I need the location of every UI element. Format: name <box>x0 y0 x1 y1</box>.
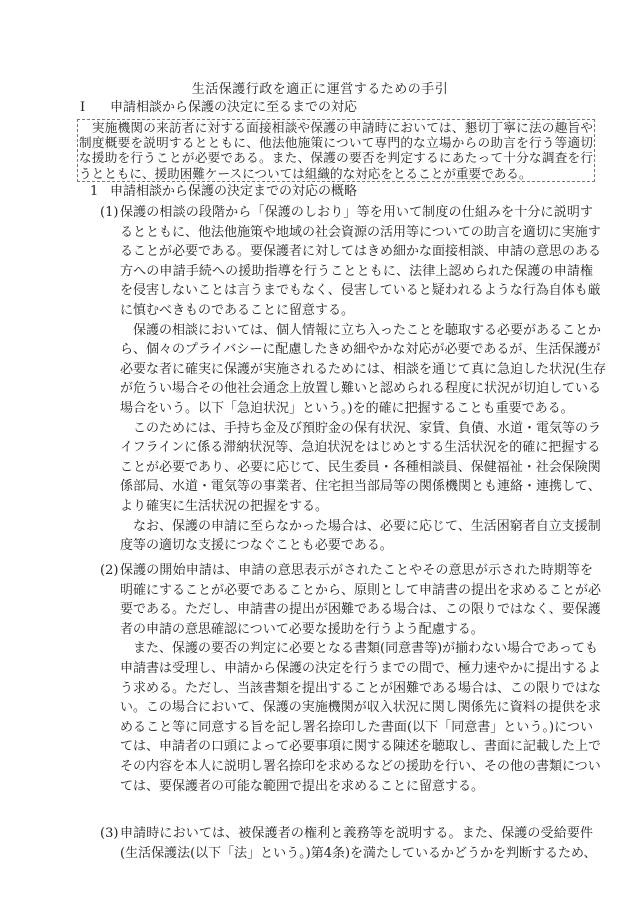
paragraph <box>120 203 602 321</box>
subheading-text: 申請相談から保護の決定までの対応の概略 <box>110 184 358 199</box>
item-body <box>120 561 602 796</box>
paragraph <box>120 517 601 556</box>
subheading-number: 1 <box>90 184 99 199</box>
section-heading <box>80 100 357 116</box>
text-line: めること等に同意する旨を記し署名捺印した書面(以下「同意書」という。)につい <box>120 719 593 735</box>
text-line: 必要な者に確実に保護が実施されるためには、相談を通じて真に急迫した状況(生存 <box>120 361 607 377</box>
text-line: ることが必要である。要保護者に対してはきめ細かな面接相談、申請の意思のある <box>120 244 602 260</box>
text-line: 方への申請手続への援助指導を行うことともに、法律上認められた保護の申請権 <box>120 263 593 279</box>
text-line: 申請時においては、被保護者の権利と義務等を説明する。また、保護の受給要件 <box>120 826 593 841</box>
item-body <box>120 203 607 556</box>
text-line: イフラインに係る滞納状況等、急迫状況をはじめとする生活状況を的確に把握する <box>120 440 601 456</box>
section-number: Ⅰ <box>80 100 86 115</box>
document-title: 生活保護行政を適正に運営するための手引 <box>191 82 449 97</box>
text-line: 保護の開始申請は、申請の意思表示がされたことやその意思が示された時期等を <box>120 563 593 578</box>
paragraph <box>120 321 607 419</box>
paragraph <box>120 824 597 863</box>
text-line: 者の申請の意思確認について必要な援助を行うよう配慮する。 <box>120 621 484 637</box>
item-marker: (1) <box>100 205 119 220</box>
text-line: このためには、手持ち金及び預貯金の保有状況、家賃、負債、水道・電気等のラ <box>120 420 602 436</box>
text-line: ては、要保護者の可能な範囲で提出を求めることに留意する。 <box>120 778 485 794</box>
text-line: い。この場合において、保護の実施機関が収入状況に関し関係先に資料の提供を求 <box>120 700 601 716</box>
summary-line: な援助を行うことが必要である。また、保護の要否を判定するにあたって十分な調査を行 <box>79 150 593 166</box>
text-line: (生活保護法(以下「法」という。)第4条)を満たしているかどうかを判断するため、 <box>120 845 597 861</box>
text-line: より確実に生活状況の把握をする。 <box>120 498 329 514</box>
text-line: う求める。ただし、当該書類を提出することが困難である場合は、この限りではな <box>120 680 602 696</box>
text-line: 要である。ただし、申請書の提出が困難である場合は、この限りではなく、要保護 <box>120 602 601 618</box>
text-line: 保護の相談においては、個人情報に立ち入ったことを聴取する必要があることか <box>120 322 602 338</box>
summary-line: うとともに、援助困難ケースについては組織的な対応をとることが重要である。 <box>79 165 532 181</box>
text-line: 申請書は受理し、申請から保護の決定を行うまでの間で、極力速やかに提出するよ <box>120 660 601 676</box>
text-line: ら、個々のプライバシーに配慮したきめ細やかな対応が必要であるが、生活保護が <box>120 342 601 358</box>
paragraph <box>120 561 602 639</box>
text-line: 場合をいう。以下「急迫状況」という。)を的確に把握することも重要である。 <box>120 400 574 416</box>
text-line: また、保護の要否の判定に必要となる書類(同意書等)が揃わない場合であっても <box>120 641 599 657</box>
summary-line: 実施機関の来訪者に対する面接相談や保護の申請時においては、懇切丁寧に法の趣旨や <box>79 120 593 135</box>
summary-box <box>77 119 595 182</box>
text-line: 保護の相談の段階から「保護のしおり」等を用いて制度の仕組みを十分に説明す <box>120 205 593 220</box>
paragraph <box>120 639 602 796</box>
text-line: ことが必要であり、必要に応じて、民生委員・各種相談員、保健福祉・社会保険関 <box>120 459 601 475</box>
text-line: なお、保護の申請に至らなかった場合は、必要に応じて、生活困窮者自立支援制 <box>120 518 601 534</box>
text-line: が危うい場合その他社会通念上放置し難いと認められる程度に状況が切迫している <box>120 381 602 397</box>
section-heading-text: 申請相談から保護の決定に至るまでの対応 <box>110 100 358 115</box>
text-line: を侵害しないことは言うまでもなく、侵害していると疑われるような行為自体も厳 <box>120 283 601 299</box>
text-line: 明確にすることが必要であることから、原則として申請書の提出を求めることが必 <box>120 582 602 598</box>
text-line: るとともに、他法他施策や地域の社会資源の活用等についての助言を適切に実施す <box>120 224 601 240</box>
text-line: 度等の適切な支援につなぐことも必要である。 <box>120 538 393 554</box>
text-line: その内容を本人に説明し署名捺印を求めるなどの援助を行い、その他の書類につい <box>120 758 601 774</box>
item-marker: (2) <box>100 563 119 578</box>
summary-line: 制度概要を説明するとともに、他法他施策について専門的な立場からの助言を行う等適切 <box>79 135 593 151</box>
item-marker: (3) <box>100 826 119 841</box>
text-line: 係部局、水道・電気等の事業者、住宅担当部局等の関係機関とも連絡・連携して、 <box>120 479 601 495</box>
item-body <box>120 824 597 863</box>
text-line: に慎むべきものであることに留意する。 <box>120 302 355 318</box>
subheading <box>90 184 357 200</box>
text-line: ては、申請者の口頭によって必要事項に関する陳述を聴取し、書面に記載した上で <box>120 739 602 755</box>
paragraph <box>120 419 602 517</box>
